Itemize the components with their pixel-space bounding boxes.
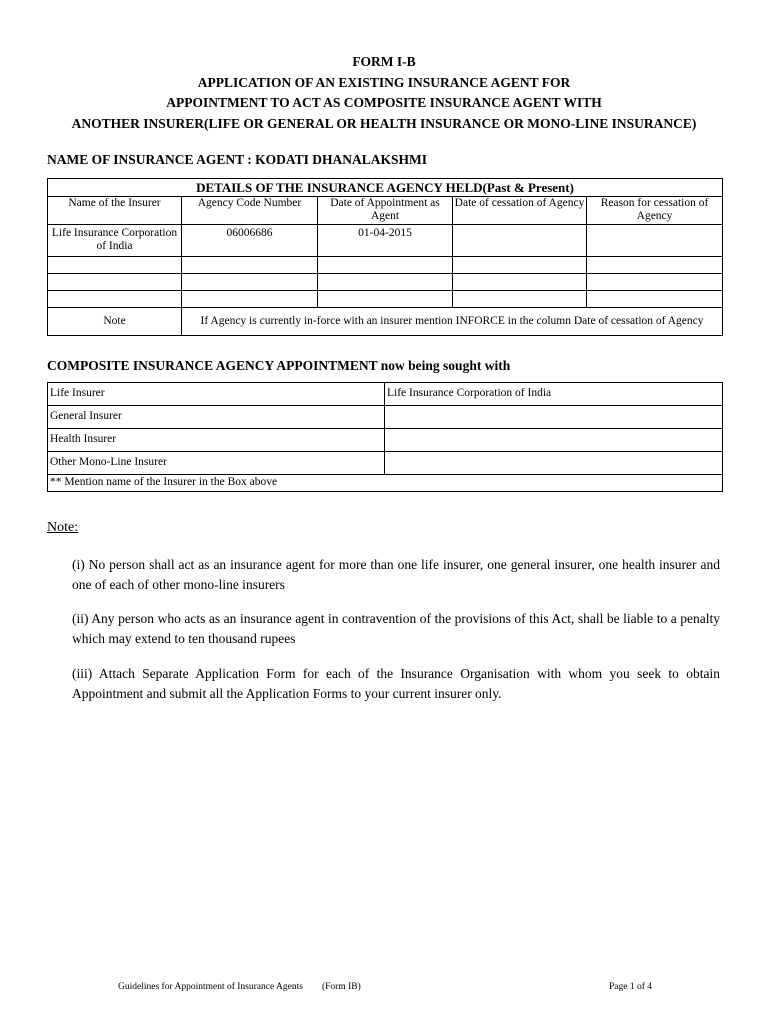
form-title-line-3: ANOTHER INSURER(LIFE OR GENERAL OR HEALTH INSURANCE OR MONO-LINE INSURANCE) <box>71 115 697 131</box>
note-label-cell: Note <box>48 308 182 336</box>
table-row <box>48 429 723 452</box>
appointment-date-cell <box>318 291 453 308</box>
column-header-agency-code: Agency Code Number <box>182 197 318 225</box>
cessation-date-cell <box>453 257 587 274</box>
table-row <box>48 225 723 257</box>
insurer-name-cell: Life Insurance Corporation of India <box>385 383 723 406</box>
page-number: Page 1 of 4 <box>609 982 653 992</box>
cessation-date-cell <box>453 225 587 257</box>
table-row <box>48 452 723 475</box>
agent-name-line: NAME OF INSURANCE AGENT : KODATI DHANALAKSHMI <box>47 152 428 167</box>
form-title-line-2: APPOINTMENT TO ACT AS COMPOSITE INSURANCE AGENT WITH <box>166 95 602 110</box>
agency-table-title: DETAILS OF THE INSURANCE AGENCY HELD(Past & Present) <box>48 179 723 197</box>
insurer-cell <box>48 291 182 308</box>
agency-code-cell <box>182 291 318 308</box>
agency-details-table <box>47 178 723 336</box>
column-header-cessation-reason: Reason for cessation of Agency <box>587 197 723 225</box>
column-header-insurer: Name of the Insurer <box>48 197 182 225</box>
insurer-type-label: Life Insurer <box>48 383 385 406</box>
appointment-date-cell <box>318 274 453 291</box>
notes-label: Note: <box>47 520 79 535</box>
composite-appointment-heading: COMPOSITE INSURANCE AGENCY APPOINTMENT now being sought with <box>47 358 511 373</box>
table-row <box>48 406 723 429</box>
insurer-cell <box>48 274 182 291</box>
form-code: FORM I-B <box>352 54 416 69</box>
insurer-cell <box>48 257 182 274</box>
cessation-date-cell <box>453 291 587 308</box>
table-row <box>48 274 723 291</box>
appointment-date-cell <box>318 257 453 274</box>
cessation-reason-cell <box>587 257 723 274</box>
insurer-type-label: Health Insurer <box>48 429 385 452</box>
insurer-type-label: Other Mono-Line Insurer <box>48 452 385 475</box>
insurer-cell: Life Insurance Corporation of India <box>48 225 182 257</box>
cessation-date-cell <box>453 274 587 291</box>
composite-insurer-table <box>47 382 723 492</box>
insurer-type-label: General Insurer <box>48 406 385 429</box>
cessation-reason-cell <box>587 274 723 291</box>
appointment-date-cell: 01-04-2015 <box>318 225 453 257</box>
note-text-cell: If Agency is currently in-force with an insurer mention INFORCE in the column Date of cessation of Agency <box>182 308 723 336</box>
cessation-reason-cell <box>587 225 723 257</box>
table-row <box>48 383 723 406</box>
insurer-name-cell <box>385 406 723 429</box>
table-note-row <box>48 308 723 336</box>
footer-guidelines: Guidelines for Appointment of Insurance Agents (Form IB) <box>118 982 361 992</box>
agency-code-cell: 06006686 <box>182 225 318 257</box>
column-header-appointment-date: Date of Appointment as Agent <box>318 197 453 225</box>
insurer-name-cell <box>385 429 723 452</box>
form-title-line-1: APPLICATION OF AN EXISTING INSURANCE AGENT FOR <box>197 74 571 90</box>
table-footer-row <box>48 475 723 492</box>
form-heading <box>0 52 768 134</box>
table-row <box>48 257 723 274</box>
agency-code-cell <box>182 257 318 274</box>
mention-insurer-note: ** Mention name of the Insurer in the Box above <box>48 475 723 492</box>
agency-code-cell <box>182 274 318 291</box>
table-row <box>48 291 723 308</box>
note-item: (ii) Any person who acts as an insurance agent in contravention of the provisions of this Act, shall be liable to a penalty which may extend to ten thousand rupees <box>72 611 720 646</box>
note-item: (iii) Attach Separate Application Form for each of the Insurance Organisation with whom you seek to obtain Appointment and submit all the Application Forms to your current insurer only. <box>72 666 720 701</box>
note-item: (i) No person shall act as an insurance agent for more than one life insurer, one general insurer, one health insurer and one of each of other mono-line insurers <box>72 557 720 592</box>
cessation-reason-cell <box>587 291 723 308</box>
insurer-name-cell <box>385 452 723 475</box>
column-header-cessation-date: Date of cessation of Agency <box>453 197 587 225</box>
